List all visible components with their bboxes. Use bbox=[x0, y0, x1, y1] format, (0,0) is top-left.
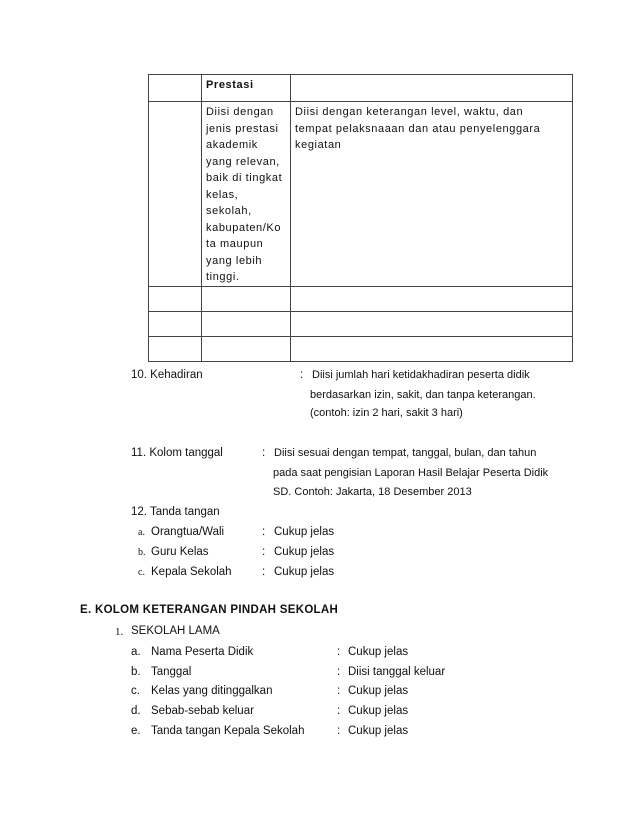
kolom-tanggal-text: SD. Contoh: Jakarta, 18 Desember 2013 bbox=[273, 486, 472, 498]
text-line: kelas, bbox=[206, 188, 239, 201]
kolom-tanggal-text: pada saat pengisian Laporan Hasil Belajar Peserta Didik bbox=[273, 467, 549, 479]
text-line: yang lebih bbox=[206, 254, 263, 267]
section-e-subtitle: SEKOLAH LAMA bbox=[131, 625, 220, 637]
section-e-number: 1. bbox=[115, 626, 124, 638]
table-cell bbox=[202, 311, 291, 336]
text-line: tinggi. bbox=[206, 271, 240, 283]
row-value: Cukup jelas bbox=[348, 725, 409, 737]
row-value: Cukup jelas bbox=[348, 705, 409, 717]
table-cell bbox=[149, 286, 202, 311]
tanda-tangan-label: 12. Tanda tangan bbox=[131, 506, 220, 518]
row-colon: : bbox=[337, 646, 341, 658]
row-value: Cukup jelas bbox=[348, 685, 409, 697]
row-colon: : bbox=[337, 666, 341, 678]
prestasi-header: Prestasi bbox=[202, 75, 291, 102]
table-cell bbox=[202, 336, 291, 361]
kehadiran-label: 10. Kehadiran bbox=[131, 369, 203, 381]
kolom-tanggal-label: 11. Kolom tanggal bbox=[131, 447, 223, 459]
table-cell bbox=[149, 75, 202, 102]
subitem-colon: : bbox=[262, 566, 266, 578]
table-cell bbox=[291, 286, 573, 311]
text-line: yang relevan, bbox=[206, 155, 280, 168]
row-letter: b. bbox=[131, 666, 141, 678]
text-line: Diisi dengan bbox=[206, 106, 274, 118]
text-line: baik di tingkat bbox=[206, 172, 283, 184]
row-label: Tanggal bbox=[151, 666, 192, 678]
row-colon: : bbox=[337, 705, 341, 717]
text-line: Diisi dengan keterangan level, waktu, dan bbox=[295, 106, 524, 118]
table-cell bbox=[291, 75, 573, 102]
table-header-row bbox=[149, 75, 573, 102]
table-cell bbox=[149, 336, 202, 361]
section-e-title: E. KOLOM KETERANGAN PINDAH SEKOLAH bbox=[80, 604, 339, 616]
subitem-colon: : bbox=[262, 526, 266, 538]
subitem-label: Guru Kelas bbox=[151, 546, 209, 558]
row-letter: a. bbox=[131, 646, 141, 658]
row-label: Tanda tangan Kepala Sekolah bbox=[151, 725, 305, 737]
row-letter: c. bbox=[131, 685, 140, 697]
subitem-value: Cukup jelas bbox=[274, 566, 335, 578]
kehadiran-text: berdasarkan izin, sakit, dan tanpa keterangan. bbox=[310, 389, 536, 401]
table-cell bbox=[149, 311, 202, 336]
prestasi-description-cell bbox=[202, 102, 291, 287]
row-label: Sebab-sebab keluar bbox=[151, 705, 254, 717]
table-row bbox=[149, 311, 573, 336]
table-cell bbox=[149, 102, 202, 287]
row-value: Diisi tanggal keluar bbox=[348, 666, 446, 678]
subitem-label: Kepala Sekolah bbox=[151, 566, 232, 578]
subitem-colon: : bbox=[262, 546, 266, 558]
table-cell bbox=[291, 336, 573, 361]
row-colon: : bbox=[337, 685, 341, 697]
text-line: sekolah, bbox=[206, 205, 252, 217]
text-line: ta maupun bbox=[206, 238, 264, 250]
kehadiran-colon: : bbox=[300, 369, 304, 381]
keterangan-cell bbox=[291, 102, 573, 287]
text-line: kabupaten/Ko bbox=[206, 221, 282, 234]
table-row bbox=[149, 336, 573, 361]
text-line: kegiatan bbox=[295, 139, 342, 151]
subitem-letter: c. bbox=[138, 567, 145, 578]
row-label: Nama Peserta Didik bbox=[151, 646, 254, 658]
subitem-letter: b. bbox=[138, 547, 146, 558]
kehadiran-text: (contoh: izin 2 hari, sakit 3 hari) bbox=[310, 407, 463, 419]
kolom-tanggal-colon: : bbox=[262, 447, 266, 459]
row-letter: e. bbox=[131, 725, 141, 737]
row-colon: : bbox=[337, 725, 341, 737]
subitem-value: Cukup jelas bbox=[274, 546, 335, 558]
row-letter: d. bbox=[131, 705, 141, 717]
prestasi-table bbox=[148, 74, 573, 362]
text-line: akademik bbox=[206, 139, 258, 151]
kolom-tanggal-text: Diisi sesuai dengan tempat, tanggal, bulan, dan tahun bbox=[274, 447, 537, 459]
row-label: Kelas yang ditinggalkan bbox=[151, 685, 273, 697]
subitem-label: Orangtua/Wali bbox=[151, 526, 225, 538]
table-row bbox=[149, 286, 573, 311]
table-cell bbox=[291, 311, 573, 336]
table-cell bbox=[202, 286, 291, 311]
text-line: jenis prestasi bbox=[206, 122, 279, 135]
kehadiran-text: Diisi jumlah hari ketidakhadiran peserta didik bbox=[312, 369, 530, 381]
row-value: Cukup jelas bbox=[348, 646, 409, 658]
subitem-letter: a. bbox=[138, 527, 145, 538]
table-row bbox=[149, 102, 573, 287]
subitem-value: Cukup jelas bbox=[274, 526, 335, 538]
text-line: tempat pelaksnaaan dan atau penyelenggara bbox=[295, 122, 541, 135]
